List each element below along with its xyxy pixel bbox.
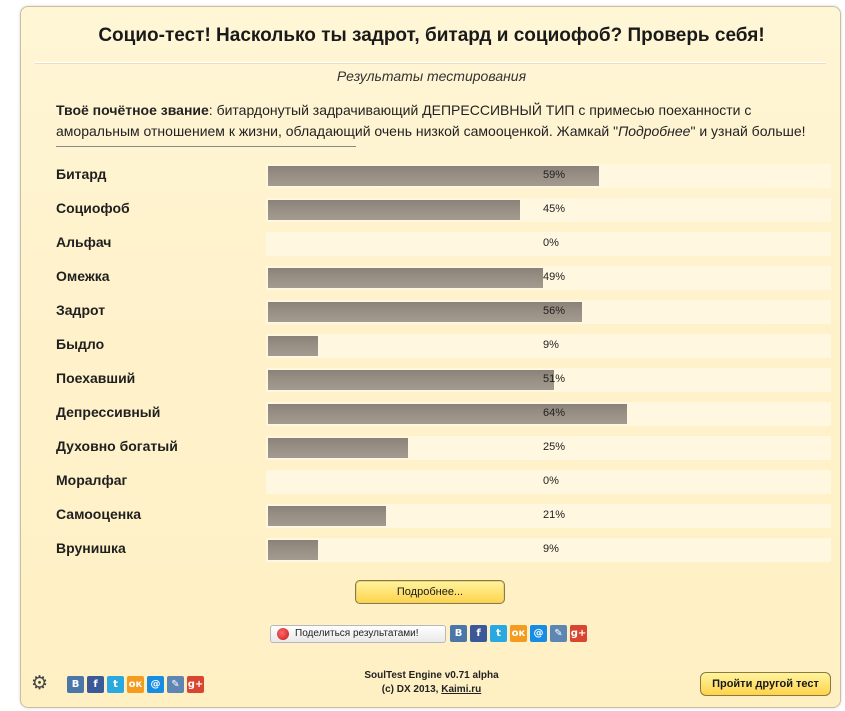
summary-text: битардонутый задрачивающий ДЕПРЕССИВНЫЙ ТИП с примесью поеханности с аморальным отношением к жизни, обладающий очень низкой самооценкой. Жамкай " <box>56 102 752 139</box>
result-bar-fill <box>268 336 318 356</box>
summary-emphasis: Подробнее <box>618 123 691 139</box>
result-percent: 49% <box>543 271 566 283</box>
page-title: Социо-тест! Насколько ты задрот, битард и социофоб? Проверь себя! <box>98 25 765 46</box>
result-bar-track <box>266 164 831 188</box>
googleplus-icon[interactable]: g+ <box>187 676 204 693</box>
result-percent: 9% <box>543 543 559 555</box>
odnoklassniki-icon[interactable]: ок <box>510 625 527 642</box>
result-bar-fill <box>268 268 543 288</box>
facebook-icon[interactable]: f <box>87 676 104 693</box>
results-card <box>20 6 841 708</box>
result-bar-track <box>266 334 831 358</box>
result-bar-track <box>266 232 831 256</box>
summary-text-end: " и узнай больше! <box>690 123 806 139</box>
facebook-icon[interactable]: f <box>470 625 487 642</box>
more-button[interactable]: Подробнее... <box>355 580 505 604</box>
result-bar-track <box>266 538 831 562</box>
result-bar-fill <box>268 404 627 424</box>
result-bar-fill <box>268 200 520 220</box>
livejournal-icon[interactable]: ✎ <box>167 676 184 693</box>
result-bar-track <box>266 266 831 290</box>
result-row <box>56 300 796 324</box>
vk-icon[interactable]: В <box>450 625 467 642</box>
result-bar-track <box>266 402 831 426</box>
result-label: Социофоб <box>56 200 130 216</box>
share-icons-main <box>450 625 587 643</box>
result-percent: 25% <box>543 441 566 453</box>
result-row <box>56 198 796 222</box>
engine-version: SoulTest Engine v0.71 alpha <box>364 670 499 681</box>
share-icon <box>277 628 289 640</box>
result-label: Омежка <box>56 268 110 284</box>
result-percent: 51% <box>543 373 566 385</box>
result-bar-track <box>266 470 831 494</box>
result-label: Быдло <box>56 336 105 352</box>
result-row <box>56 334 796 358</box>
results-subtitle: Результаты тестирования <box>336 68 527 84</box>
result-percent: 56% <box>543 305 566 317</box>
result-bar-fill <box>268 438 408 458</box>
result-percent: 21% <box>543 509 566 521</box>
result-bar-track <box>266 198 831 222</box>
result-percent: 9% <box>543 339 559 351</box>
result-bar-track <box>266 436 831 460</box>
result-percent: 0% <box>543 475 559 487</box>
vk-icon[interactable]: В <box>67 676 84 693</box>
result-percent: 64% <box>543 407 566 419</box>
mailru-icon[interactable]: @ <box>147 676 164 693</box>
result-bar-fill <box>268 506 386 526</box>
summary-colon: : <box>208 102 217 118</box>
mailru-icon[interactable]: @ <box>530 625 547 642</box>
result-percent: 59% <box>543 169 566 181</box>
result-label: Задрот <box>56 302 106 318</box>
result-label: Битард <box>56 166 107 182</box>
result-bar-fill <box>268 302 582 322</box>
header-divider <box>35 62 826 64</box>
summary-label: Твоё почётное звание <box>56 102 209 118</box>
livejournal-icon[interactable]: ✎ <box>550 625 567 642</box>
result-row <box>56 266 796 290</box>
twitter-icon[interactable]: t <box>490 625 507 642</box>
result-percent: 0% <box>543 237 559 249</box>
result-percent: 45% <box>543 203 566 215</box>
odnoklassniki-icon[interactable]: ок <box>127 676 144 693</box>
site-link[interactable]: Kaimi.ru <box>441 684 482 695</box>
share-results-button[interactable] <box>270 625 446 643</box>
result-label: Врунишка <box>56 540 126 556</box>
result-bar-track <box>266 368 831 392</box>
result-row <box>56 368 796 392</box>
result-row <box>56 436 796 460</box>
result-label: Духовно богатый <box>56 438 178 454</box>
result-row <box>56 232 796 256</box>
result-label: Депрессивный <box>56 404 161 420</box>
result-bar-fill <box>268 540 318 560</box>
result-label: Альфач <box>56 234 112 250</box>
result-row <box>56 402 796 426</box>
gear-icon[interactable]: ⚙ <box>31 673 49 694</box>
result-label: Поехавший <box>56 370 136 386</box>
twitter-icon[interactable]: t <box>107 676 124 693</box>
result-row <box>56 504 796 528</box>
share-label: Поделиться результатами! <box>295 628 419 639</box>
result-label: Самооценка <box>56 506 141 522</box>
result-bar-track <box>266 504 831 528</box>
copyright-text: (c) DX 2013, <box>381 684 442 695</box>
result-summary <box>56 100 811 142</box>
result-label: Моралфаг <box>56 472 128 488</box>
result-row <box>56 470 796 494</box>
result-bar-track <box>266 300 831 324</box>
result-row <box>56 164 796 188</box>
googleplus-icon[interactable]: g+ <box>570 625 587 642</box>
other-test-button[interactable]: Пройти другой тест <box>700 672 831 696</box>
result-bar-fill <box>268 370 554 390</box>
summary-divider <box>56 146 356 147</box>
result-row <box>56 538 796 562</box>
